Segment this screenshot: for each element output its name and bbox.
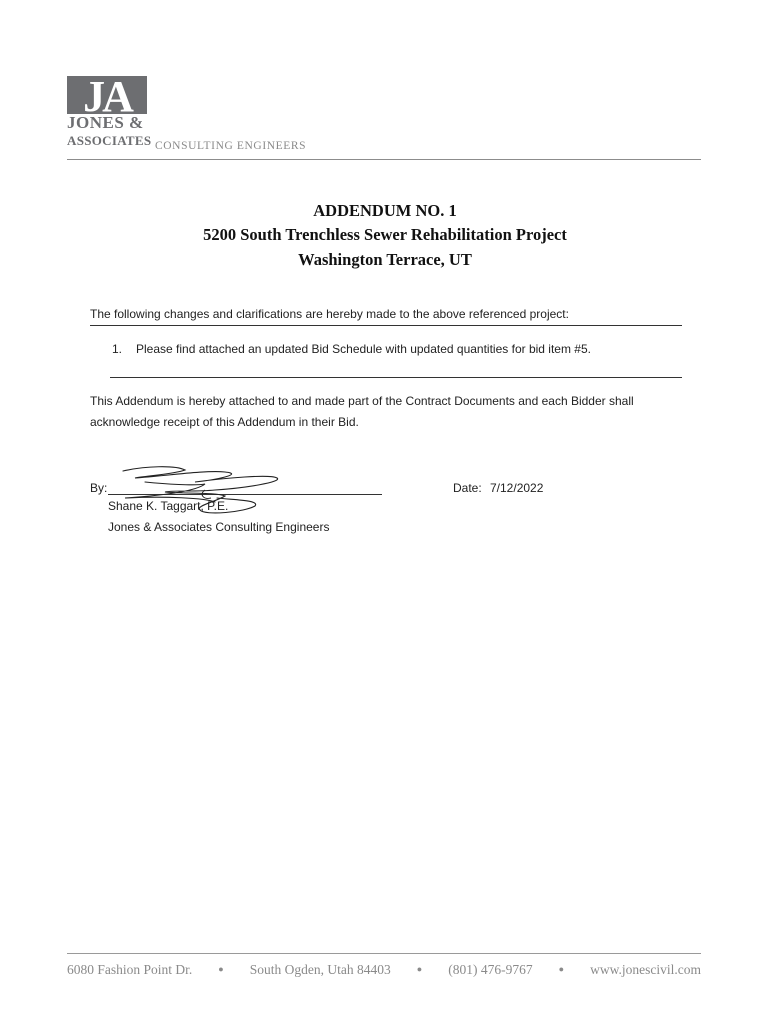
separator-dot-icon: ● xyxy=(416,964,423,974)
separator-dot-icon: ● xyxy=(218,964,224,974)
footer-address: 6080 Fashion Point Dr. xyxy=(67,962,193,977)
addendum-title: ADDENDUM NO. 1 xyxy=(313,201,457,220)
list-item xyxy=(112,341,591,357)
date-label: Date: xyxy=(453,481,482,495)
signer-name: Shane K. Taggart, P.E. xyxy=(108,499,229,513)
acknowledge-text-line2: acknowledge receipt of this Addendum in their Bid. xyxy=(90,415,359,429)
project-location: Washington Terrace, UT xyxy=(298,250,472,269)
footer-divider xyxy=(67,953,701,954)
footer-city: South Ogden, Utah 84403 xyxy=(249,962,391,977)
signer-organization: Jones & Associates Consulting Engineers xyxy=(108,520,330,534)
logo-monogram: JA xyxy=(83,76,131,114)
by-label: By: xyxy=(90,481,108,495)
date-value: 7/12/2022 xyxy=(490,481,544,495)
logo-name-line1: JONES & xyxy=(67,113,144,132)
footer-phone: (801) 476-9767 xyxy=(448,962,533,977)
logo-name-line2: ASSOCIATES xyxy=(67,133,152,148)
intro-text: The following changes and clarifications are hereby made to the above referenced project: xyxy=(90,307,569,321)
list-item-text: Please find attached an updated Bid Schedule with updated quantities for bid item #5. xyxy=(136,342,591,356)
footer-contact xyxy=(67,961,701,979)
footer-website: www.jonescivil.com xyxy=(590,962,701,977)
acknowledge-text-line1: This Addendum is hereby attached to and made part of the Contract Documents and each Bidder shall xyxy=(90,394,634,408)
separator-dot-icon: ● xyxy=(558,964,565,974)
company-tagline: CONSULTING ENGINEERS xyxy=(155,140,307,152)
project-title: 5200 South Trenchless Sewer Rehabilitation Project xyxy=(203,225,567,244)
list-item-number: 1. xyxy=(112,342,123,356)
intro-rule xyxy=(90,325,682,326)
items-rule xyxy=(110,377,682,378)
company-logo-mark xyxy=(67,76,147,114)
header-divider xyxy=(67,159,701,160)
